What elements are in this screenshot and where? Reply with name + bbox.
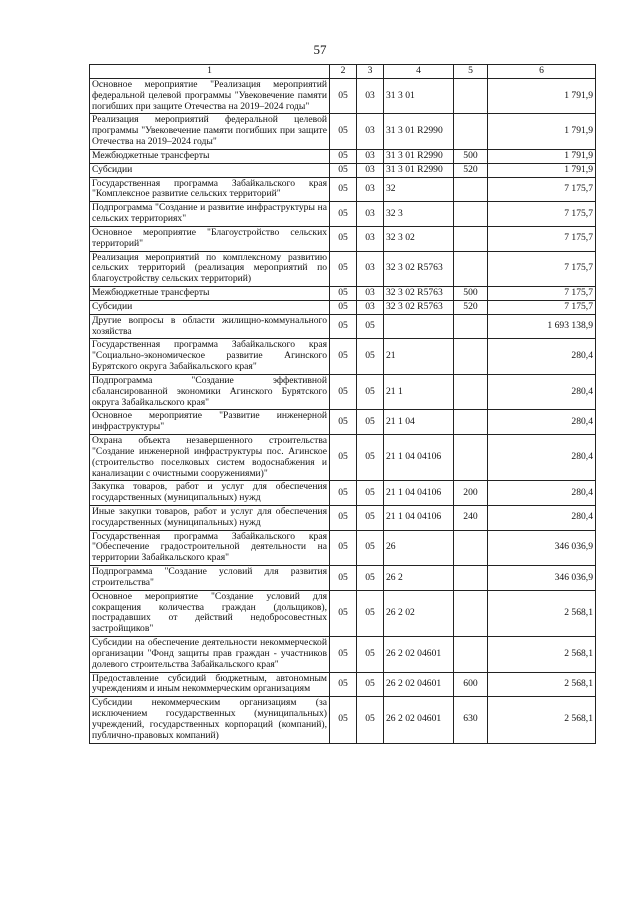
row-section: 05 <box>330 530 357 565</box>
row-name: Субсидии <box>90 163 330 177</box>
row-name: Основное мероприятие "Создание условий для сокращения количества граждан (дольщиков), пострадавших от действий недобросовестных застройщиков" <box>90 590 330 636</box>
row-amount: 346 036,9 <box>488 530 596 565</box>
table-row <box>90 114 596 149</box>
table-row <box>90 530 596 565</box>
row-target-article: 26 2 <box>384 566 454 591</box>
table-row <box>90 287 596 301</box>
row-name: Межбюджетные трансферты <box>90 149 330 163</box>
row-name: Другие вопросы в области жилищно-коммунального хозяйства <box>90 314 330 339</box>
row-section: 05 <box>330 202 357 227</box>
row-amount: 1 791,9 <box>488 149 596 163</box>
row-section: 05 <box>330 435 357 481</box>
row-amount: 7 175,7 <box>488 287 596 301</box>
row-target-article <box>384 314 454 339</box>
row-subsection: 03 <box>357 79 384 114</box>
row-name: Субсидии на обеспечение деятельности некоммерческой организации "Фонд защиты прав граждан - участников долевого строительства Забайкальского края" <box>90 637 330 672</box>
row-amount: 280,4 <box>488 374 596 409</box>
row-name: Основное мероприятие "Реализация мероприятий федеральной целевой программы "Увековечение памяти погибших при защите Отечества на 2019–2024 годы" <box>90 79 330 114</box>
row-subsection: 05 <box>357 672 384 697</box>
table-row <box>90 149 596 163</box>
row-target-article: 26 2 02 04601 <box>384 697 454 743</box>
row-subsection: 05 <box>357 637 384 672</box>
row-target-article: 26 2 02 04601 <box>384 672 454 697</box>
table-row <box>90 79 596 114</box>
row-section: 05 <box>330 697 357 743</box>
row-amount: 346 036,9 <box>488 566 596 591</box>
table-row <box>90 177 596 202</box>
header-col-1: 1 <box>90 65 330 79</box>
row-section: 05 <box>330 672 357 697</box>
row-section: 05 <box>330 505 357 530</box>
row-name: Подпрограмма "Создание эффективной сбалансированной экономики Агинского Бурятского округа Забайкальского края" <box>90 374 330 409</box>
row-target-article: 21 1 04 04106 <box>384 481 454 506</box>
row-section: 05 <box>330 251 357 286</box>
budget-table <box>89 64 596 744</box>
row-expense-type <box>454 530 488 565</box>
row-section: 05 <box>330 481 357 506</box>
row-subsection: 03 <box>357 300 384 314</box>
row-subsection: 03 <box>357 287 384 301</box>
row-subsection: 05 <box>357 410 384 435</box>
row-expense-type: 520 <box>454 300 488 314</box>
row-subsection: 05 <box>357 374 384 409</box>
row-section: 05 <box>330 590 357 636</box>
row-section: 05 <box>330 300 357 314</box>
row-section: 05 <box>330 177 357 202</box>
row-target-article: 32 3 02 <box>384 226 454 251</box>
page-number: 57 <box>313 42 327 57</box>
row-target-article: 32 3 02 R5763 <box>384 251 454 286</box>
row-amount: 2 568,1 <box>488 637 596 672</box>
table-row <box>90 339 596 374</box>
row-expense-type <box>454 637 488 672</box>
row-expense-type <box>454 435 488 481</box>
row-name: Государственная программа Забайкальского края "Обеспечение градостроительной деятельности на территории Забайкальского края" <box>90 530 330 565</box>
table-row <box>90 637 596 672</box>
row-amount: 1 791,9 <box>488 163 596 177</box>
row-expense-type <box>454 374 488 409</box>
row-subsection: 03 <box>357 202 384 227</box>
row-subsection: 03 <box>357 149 384 163</box>
row-amount: 1 693 138,9 <box>488 314 596 339</box>
row-target-article: 21 1 04 04106 <box>384 505 454 530</box>
row-amount: 7 175,7 <box>488 202 596 227</box>
row-expense-type: 520 <box>454 163 488 177</box>
table-row <box>90 374 596 409</box>
row-expense-type <box>454 339 488 374</box>
table-row <box>90 226 596 251</box>
row-expense-type <box>454 114 488 149</box>
row-target-article: 26 <box>384 530 454 565</box>
row-target-article: 21 1 04 04106 <box>384 435 454 481</box>
row-subsection: 05 <box>357 314 384 339</box>
row-target-article: 21 1 04 <box>384 410 454 435</box>
row-amount: 1 791,9 <box>488 79 596 114</box>
row-subsection: 05 <box>357 590 384 636</box>
header-col-6: 6 <box>488 65 596 79</box>
row-expense-type: 600 <box>454 672 488 697</box>
table-row <box>90 163 596 177</box>
row-target-article: 32 <box>384 177 454 202</box>
row-name: Реализация мероприятий федеральной целевой программы "Увековечение памяти погибших при защите Отечества на 2019–2024 годы" <box>90 114 330 149</box>
row-expense-type <box>454 410 488 435</box>
row-section: 05 <box>330 114 357 149</box>
row-expense-type <box>454 590 488 636</box>
row-expense-type <box>454 202 488 227</box>
row-subsection: 05 <box>357 530 384 565</box>
row-amount: 7 175,7 <box>488 251 596 286</box>
row-name: Охрана объекта незавершенного строительства "Создание инженерной инфраструктуры пос. Агинское (строительство поселковых систем водоснабжения и канализации с очистными сооружениями)" <box>90 435 330 481</box>
row-section: 05 <box>330 79 357 114</box>
header-row <box>90 65 596 79</box>
row-name: Субсидии некоммерческим организациям (за исключением государственных (муниципальных) учреждений, государственных корпораций (компаний), публично-правовых компаний) <box>90 697 330 743</box>
table-row <box>90 314 596 339</box>
row-expense-type <box>454 226 488 251</box>
row-amount: 280,4 <box>488 339 596 374</box>
row-section: 05 <box>330 410 357 435</box>
table-row <box>90 672 596 697</box>
row-expense-type <box>454 79 488 114</box>
row-section: 05 <box>330 339 357 374</box>
header-col-4: 4 <box>384 65 454 79</box>
row-expense-type <box>454 566 488 591</box>
row-name: Основное мероприятие "Развитие инженерной инфраструктуры" <box>90 410 330 435</box>
row-amount: 2 568,1 <box>488 672 596 697</box>
table-row <box>90 410 596 435</box>
table-row <box>90 590 596 636</box>
row-name: Субсидии <box>90 300 330 314</box>
row-amount: 280,4 <box>488 410 596 435</box>
row-name: Основное мероприятие "Благоустройство сельских территорий" <box>90 226 330 251</box>
row-name: Подпрограмма "Создание условий для развития строительства" <box>90 566 330 591</box>
row-subsection: 03 <box>357 114 384 149</box>
row-name: Иные закупки товаров, работ и услуг для обеспечения государственных (муниципальных) нужд <box>90 505 330 530</box>
row-name: Подпрограмма "Создание и развитие инфраструктуры на сельских территориях" <box>90 202 330 227</box>
row-target-article: 31 3 01 R2990 <box>384 163 454 177</box>
row-section: 05 <box>330 566 357 591</box>
row-amount: 280,4 <box>488 505 596 530</box>
row-section: 05 <box>330 374 357 409</box>
row-name: Предоставление субсидий бюджетным, автономным учреждениям и иным некоммерческим организациям <box>90 672 330 697</box>
row-amount: 2 568,1 <box>488 590 596 636</box>
row-expense-type: 630 <box>454 697 488 743</box>
row-expense-type: 200 <box>454 481 488 506</box>
row-subsection: 03 <box>357 251 384 286</box>
row-section: 05 <box>330 163 357 177</box>
row-section: 05 <box>330 149 357 163</box>
row-amount: 2 568,1 <box>488 697 596 743</box>
row-target-article: 31 3 01 R2990 <box>384 149 454 163</box>
row-subsection: 05 <box>357 435 384 481</box>
row-target-article: 26 2 02 <box>384 590 454 636</box>
table-row <box>90 505 596 530</box>
row-subsection: 05 <box>357 339 384 374</box>
table-row <box>90 202 596 227</box>
row-name: Государственная программа Забайкальского края "Социально-экономическое развитие Агинского Бурятского округа Забайкальского края" <box>90 339 330 374</box>
row-subsection: 05 <box>357 566 384 591</box>
row-expense-type: 240 <box>454 505 488 530</box>
row-amount: 7 175,7 <box>488 300 596 314</box>
row-section: 05 <box>330 287 357 301</box>
row-name: Межбюджетные трансферты <box>90 287 330 301</box>
row-target-article: 21 1 <box>384 374 454 409</box>
table-row <box>90 697 596 743</box>
row-amount: 280,4 <box>488 435 596 481</box>
row-subsection: 05 <box>357 481 384 506</box>
row-subsection: 03 <box>357 226 384 251</box>
row-target-article: 31 3 01 <box>384 79 454 114</box>
row-amount: 1 791,9 <box>488 114 596 149</box>
row-amount: 7 175,7 <box>488 177 596 202</box>
row-amount: 7 175,7 <box>488 226 596 251</box>
row-expense-type: 500 <box>454 287 488 301</box>
row-subsection: 05 <box>357 697 384 743</box>
row-expense-type <box>454 251 488 286</box>
row-section: 05 <box>330 314 357 339</box>
header-col-2: 2 <box>330 65 357 79</box>
table-row <box>90 435 596 481</box>
row-target-article: 32 3 <box>384 202 454 227</box>
row-target-article: 26 2 02 04601 <box>384 637 454 672</box>
row-amount: 280,4 <box>488 481 596 506</box>
row-section: 05 <box>330 226 357 251</box>
row-target-article: 21 <box>384 339 454 374</box>
row-subsection: 03 <box>357 163 384 177</box>
row-subsection: 03 <box>357 177 384 202</box>
table-row <box>90 481 596 506</box>
header-col-5: 5 <box>454 65 488 79</box>
table-row <box>90 300 596 314</box>
table-row <box>90 251 596 286</box>
row-expense-type <box>454 177 488 202</box>
row-name: Государственная программа Забайкальского края "Комплексное развитие сельских территорий" <box>90 177 330 202</box>
row-target-article: 32 3 02 R5763 <box>384 287 454 301</box>
row-name: Реализация мероприятий по комплексному развитию сельских территорий (реализация мероприятий по благоустройству сельских территорий) <box>90 251 330 286</box>
row-target-article: 32 3 02 R5763 <box>384 300 454 314</box>
row-expense-type <box>454 314 488 339</box>
row-section: 05 <box>330 637 357 672</box>
row-subsection: 05 <box>357 505 384 530</box>
row-expense-type: 500 <box>454 149 488 163</box>
table-row <box>90 566 596 591</box>
row-name: Закупка товаров, работ и услуг для обеспечения государственных (муниципальных) нужд <box>90 481 330 506</box>
header-col-3: 3 <box>357 65 384 79</box>
row-target-article: 31 3 01 R2990 <box>384 114 454 149</box>
